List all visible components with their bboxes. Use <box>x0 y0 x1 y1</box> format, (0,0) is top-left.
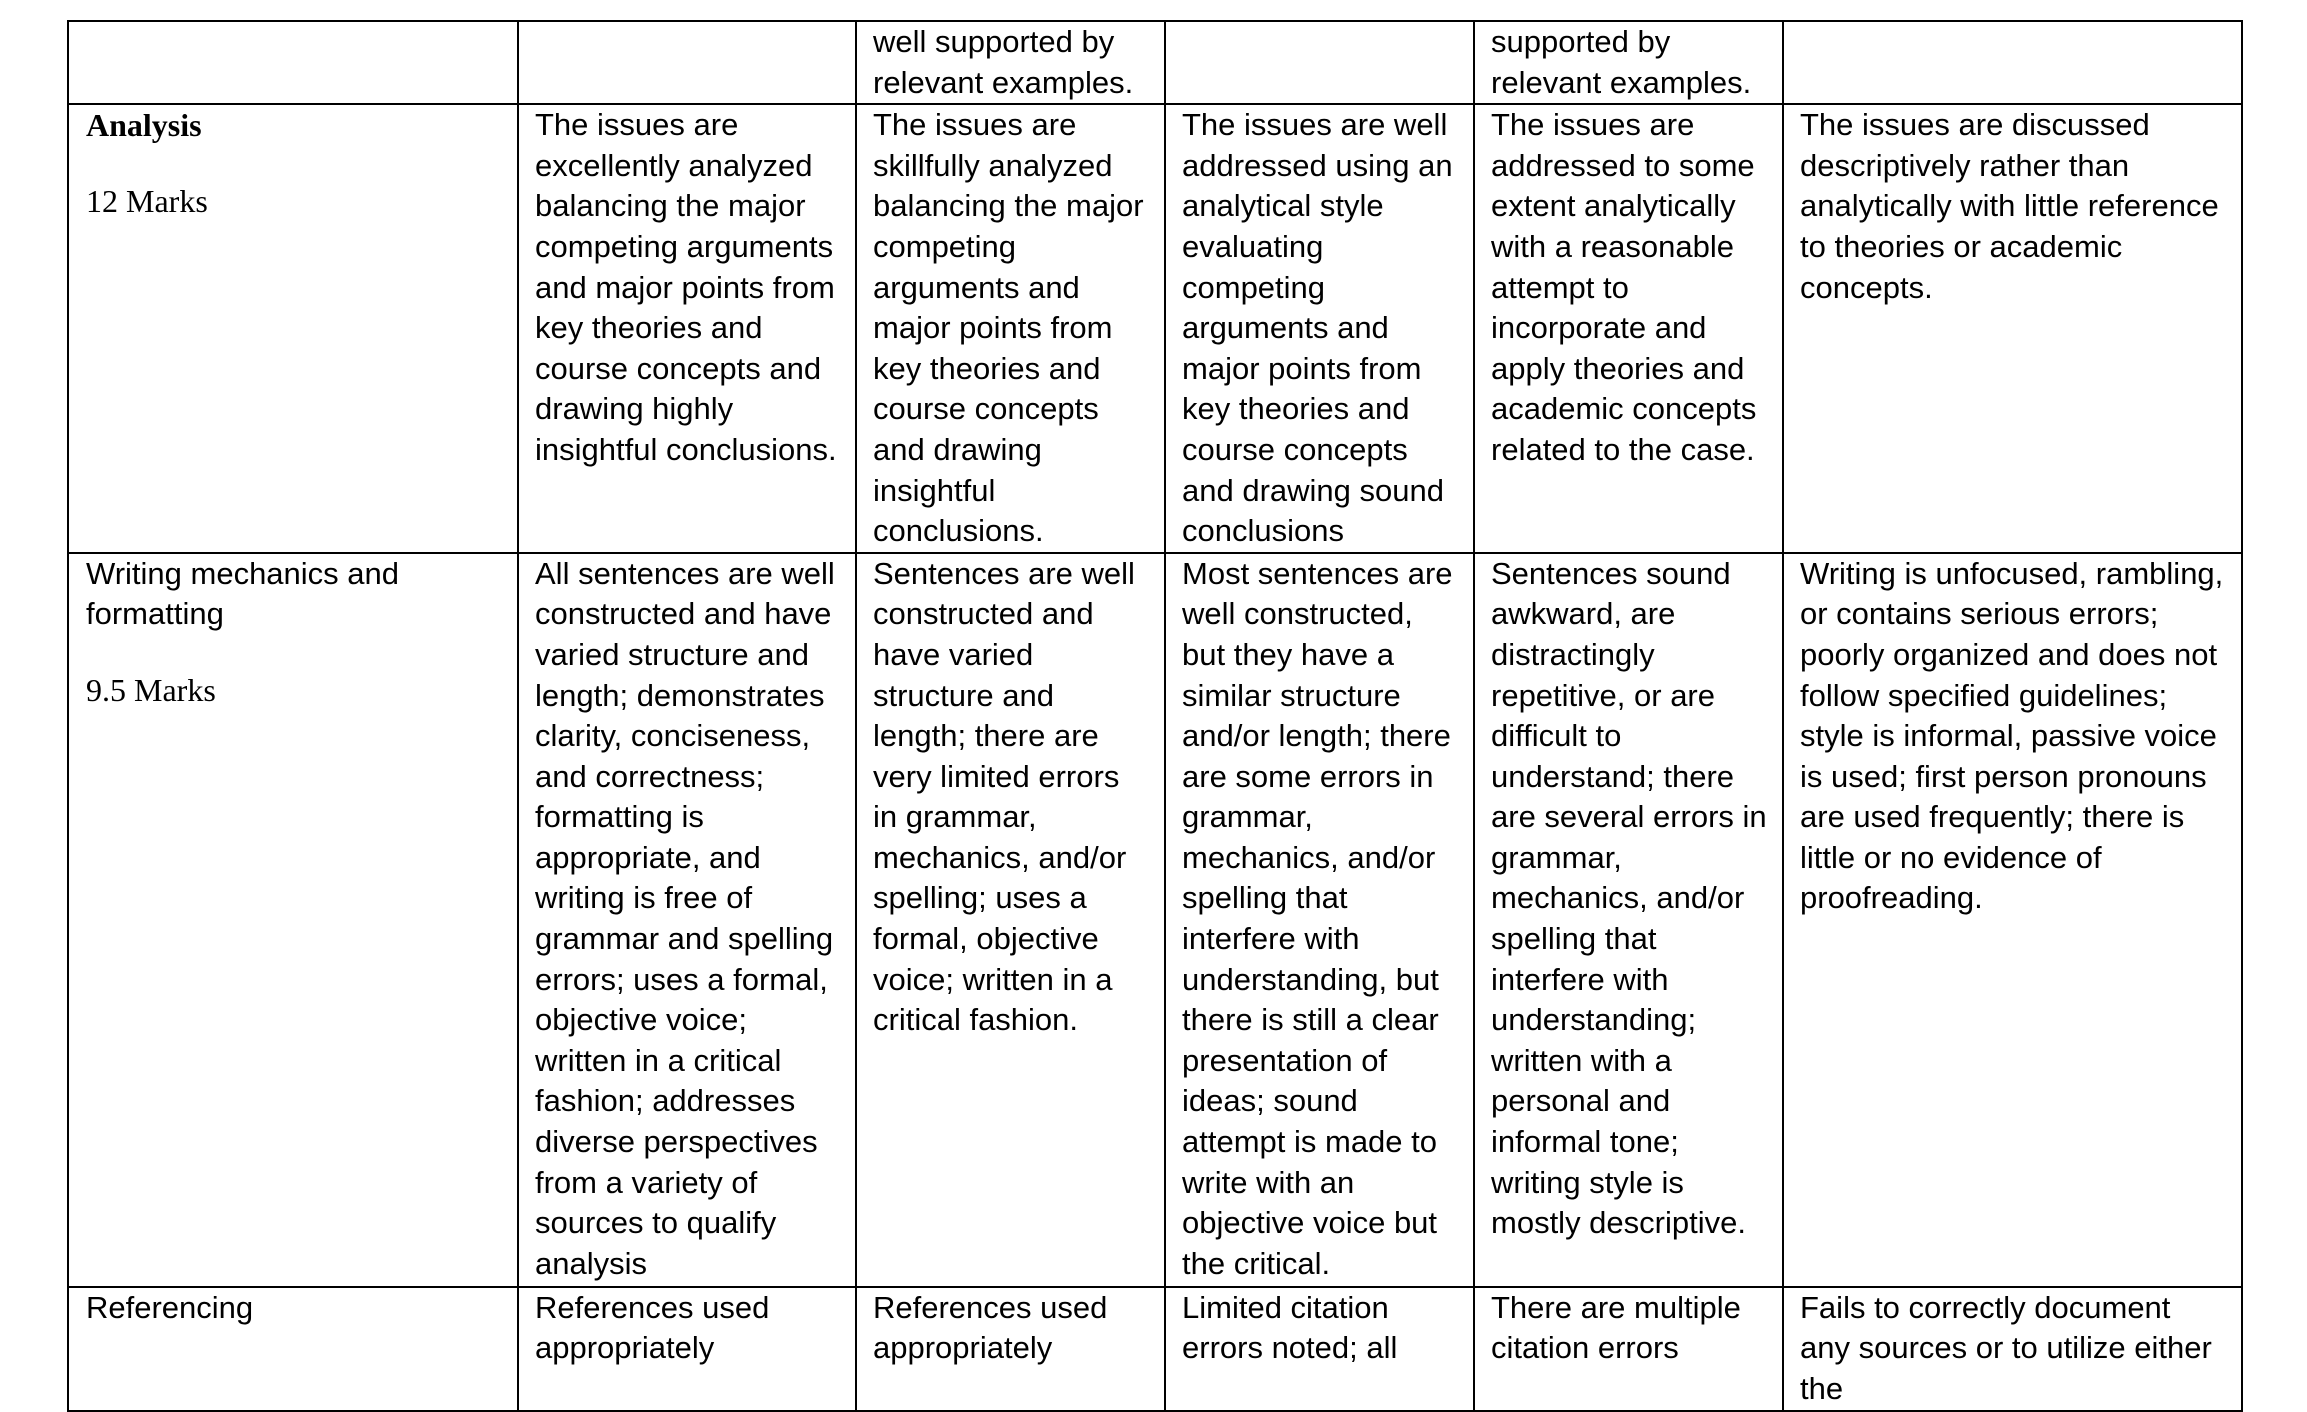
rubric-cell: supported by relevant examples. <box>1474 21 1783 104</box>
rubric-cell <box>1165 21 1474 104</box>
criterion-title: Analysis <box>86 107 202 144</box>
rubric-cell: The issues are well addressed using an analytical style evaluating competing arguments and major points from key theories and course concepts and drawing sound conclusions <box>1165 104 1474 553</box>
rubric-cell: The issues are excellently analyzed balancing the major competing arguments and major points from key theories and course concepts and drawing highly insightful conclusions. <box>518 104 856 553</box>
table-row <box>68 553 2242 1287</box>
criterion-cell <box>68 1287 518 1411</box>
table-row <box>68 21 2242 104</box>
rubric-cell: Sentences sound awkward, are distractingly repetitive, or are difficult to understand; there are several errors in grammar, mechanics, and/or spelling that interfere with understanding; written with a personal and informal tone; writing style is mostly descriptive. <box>1474 553 1783 1287</box>
table-row <box>68 1287 2242 1411</box>
rubric-cell <box>1783 21 2242 104</box>
criterion-title: Writing mechanics and formatting <box>86 555 400 632</box>
criterion-marks: 9.5 Marks <box>86 671 216 708</box>
rubric-cell: well supported by relevant examples. <box>856 21 1165 104</box>
rubric-table <box>67 20 2243 1412</box>
rubric-cell: The issues are skillfully analyzed balancing the major competing arguments and major points from key theories and course concepts and drawing insightful conclusions. <box>856 104 1165 553</box>
rubric-cell: Limited citation errors noted; all <box>1165 1287 1474 1411</box>
rubric-cell: Fails to correctly document any sources or to utilize either the <box>1783 1287 2242 1411</box>
criterion-cell <box>68 553 518 1287</box>
criterion-marks: 12 Marks <box>86 182 208 219</box>
rubric-cell: All sentences are well constructed and have varied structure and length; demonstrates clarity, conciseness, and correctness; formatting is appropriate, and writing is free of grammar and spelling errors; uses a formal, objective voice; written in a critical fashion; addresses diverse perspectives from a variety of sources to qualify analysis <box>518 553 856 1287</box>
table-row <box>68 104 2242 553</box>
rubric-cell: References used appropriately <box>518 1287 856 1411</box>
criterion-title: Referencing <box>86 1289 254 1325</box>
rubric-cell: The issues are addressed to some extent analytically with a reasonable attempt to incorporate and apply theories and academic concepts related to the case. <box>1474 104 1783 553</box>
rubric-cell: Writing is unfocused, rambling, or contains serious errors; poorly organized and does not follow specified guidelines; style is informal, passive voice is used; first person pronouns are used frequently; there is little or no evidence of proofreading. <box>1783 553 2242 1287</box>
rubric-cell: References used appropriately <box>856 1287 1165 1411</box>
criterion-cell <box>68 21 518 104</box>
rubric-cell: The issues are discussed descriptively rather than analytically with little reference to theories or academic concepts. <box>1783 104 2242 553</box>
criterion-cell <box>68 104 518 553</box>
rubric-cell <box>518 21 856 104</box>
rubric-cell: Sentences are well constructed and have varied structure and length; there are very limited errors in grammar, mechanics, and/or spelling; uses a formal, objective voice; written in a critical fashion. <box>856 553 1165 1287</box>
rubric-cell: Most sentences are well constructed, but they have a similar structure and/or length; there are some errors in grammar, mechanics, and/or spelling that interfere with understanding, but there is still a clear presentation of ideas; sound attempt is made to write with an objective voice but the critical. <box>1165 553 1474 1287</box>
rubric-cell: There are multiple citation errors <box>1474 1287 1783 1411</box>
